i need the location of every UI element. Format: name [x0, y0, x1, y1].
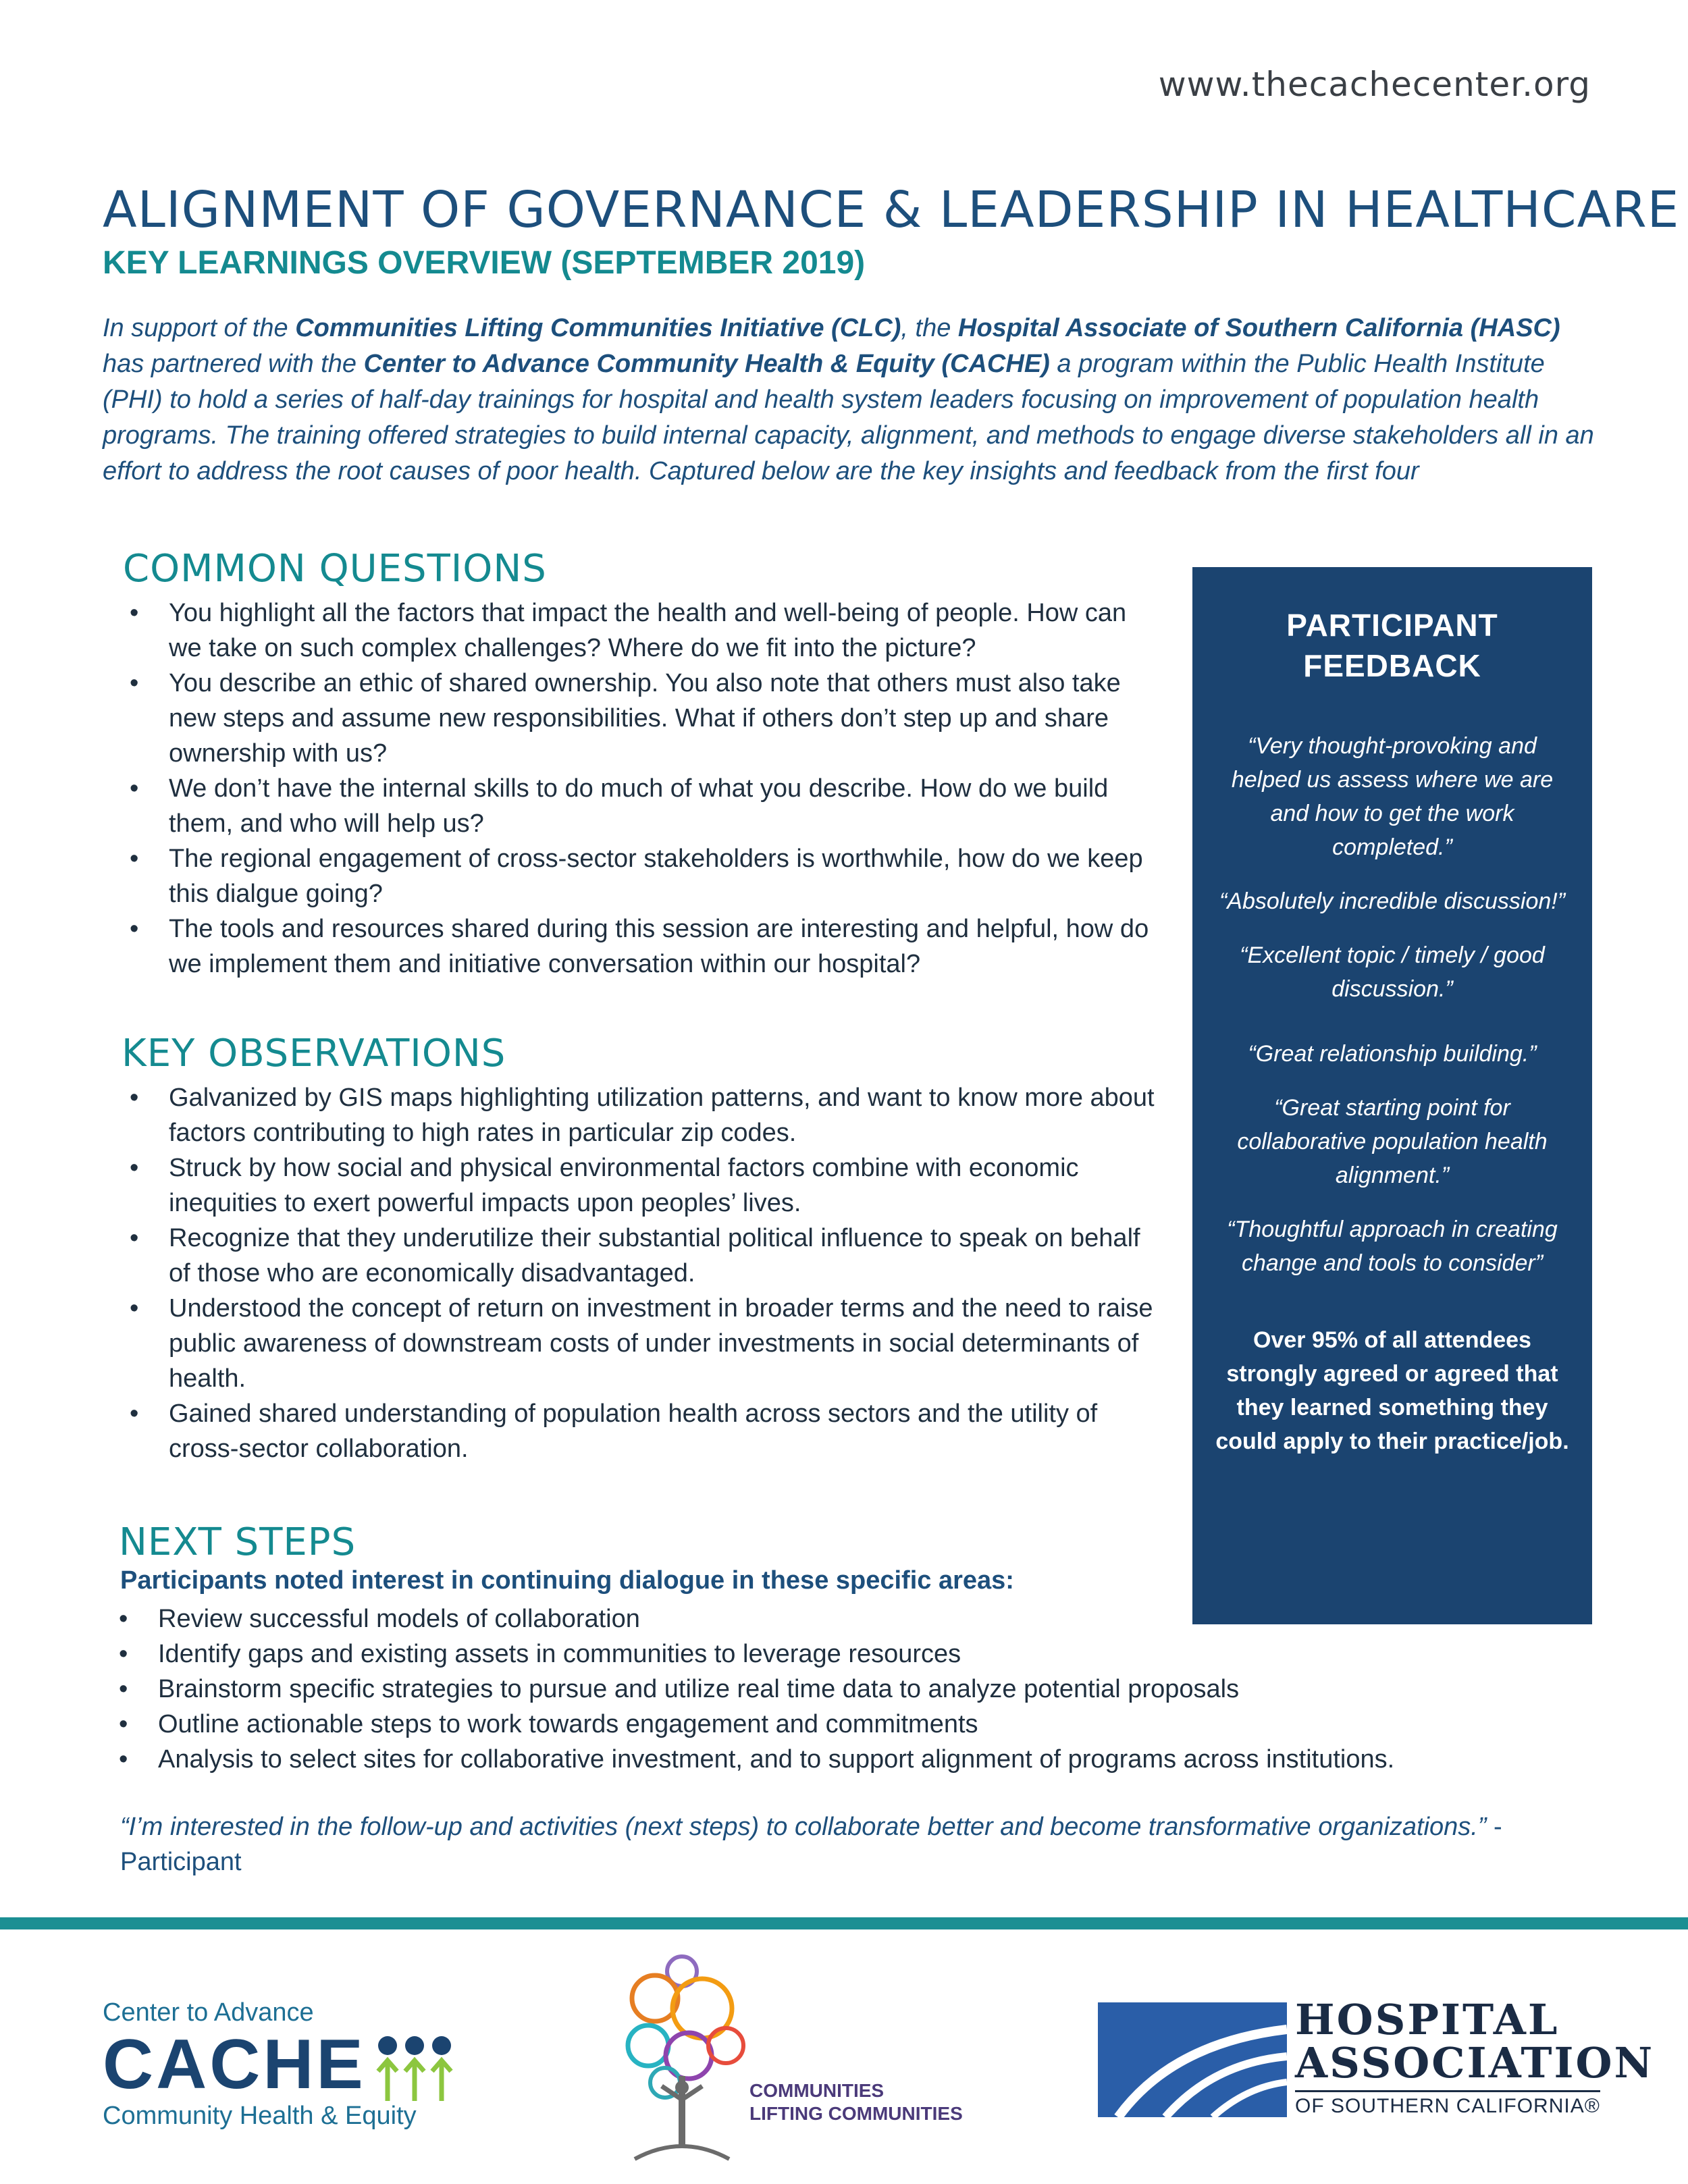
- list-item: • You describe an ethic of shared ownership. You also note that others must also take new steps and assume new responsibilities. What if others don’t step up and share ownership with us?: [124, 666, 1164, 771]
- highway-stripes-icon: [1098, 2002, 1287, 2117]
- page-subtitle: KEY LEARNINGS OVERVIEW (SEPTEMBER 2019): [103, 245, 866, 281]
- next-steps-heading: NEXT STEPS: [119, 1520, 357, 1564]
- list-item: • The tools and resources shared during this session are interesting and helpful, how do we implement them and initiative conversation within our hospital?: [124, 911, 1164, 982]
- list-item: • You highlight all the factors that impact the health and well-being of people. How can we take on such complex challenges? Where do we fit into the picture?: [124, 595, 1164, 666]
- feedback-quote: “Excellent topic / timely / good discussion.”: [1240, 942, 1545, 1002]
- next-steps-list: [113, 1601, 1599, 1777]
- feedback-quote: “Great starting point for collaborative population health alignment.”: [1237, 1095, 1548, 1188]
- participant-feedback-panel: [1192, 567, 1592, 1624]
- clc-logo-text: COMMUNITIES LIFTING COMMUNITIES: [749, 2080, 963, 2124]
- list-item: • The regional engagement of cross-sector stakeholders is worthwhile, how do we keep this dialgue going?: [124, 841, 1164, 911]
- feedback-quote: “Thoughtful approach in creating change and tools to consider”: [1227, 1217, 1558, 1276]
- participant-quote: “I’m interested in the follow-up and activities (next steps) to collaborate better and become transformative organizations.” - Participant: [120, 1813, 1502, 1876]
- hasc-logo: [1098, 1995, 1655, 2120]
- list-item: • We don’t have the internal skills to do much of what you describe. How do we build them, and who will help us?: [124, 771, 1164, 841]
- feedback-title: PARTICIPANT FEEDBACK: [1286, 608, 1498, 683]
- list-item: • Outline actionable steps to work towards engagement and commitments: [113, 1707, 1599, 1742]
- list-item: • Galvanized by GIS maps highlighting utilization patterns, and want to know more about factors contributing to high rates in particular zip codes.: [124, 1080, 1157, 1150]
- footer-divider: [0, 1917, 1688, 1929]
- feedback-quote: “Great relationship building.”: [1248, 1041, 1537, 1067]
- list-item: • Review successful models of collaboration: [113, 1601, 1599, 1636]
- feedback-quote: “Very thought-provoking and helped us assess where we are and how to get the work completed.”: [1231, 733, 1554, 860]
- feedback-quote: “Absolutely incredible discussion!”: [1219, 888, 1566, 914]
- list-item: • Brainstorm specific strategies to pursue and utilize real time data to analyze potential proposals: [113, 1672, 1599, 1707]
- cache-logo: [103, 1998, 481, 2133]
- clc-logo: [608, 1944, 1013, 2167]
- list-item: • Identify gaps and existing assets in communities to leverage resources: [113, 1636, 1599, 1672]
- list-item: • Struck by how social and physical environmental factors combine with economic inequities to exert powerful impacts upon peoples’ lives.: [124, 1150, 1157, 1221]
- cache-logo-top-text: Center to Advance: [103, 1998, 314, 2027]
- cache-logo-bottom-text: Community Health & Equity: [103, 2102, 417, 2130]
- website-url[interactable]: www.thecachecenter.org: [1158, 65, 1591, 104]
- speech-bubbles-tree-icon: [608, 1944, 756, 2167]
- key-observations-list: [124, 1080, 1157, 1466]
- common-questions-heading: COMMON QUESTIONS: [123, 547, 547, 591]
- feedback-stat: Over 95% of all attendees strongly agreed or agreed that they learned something they could apply to their practice/job.: [1215, 1327, 1569, 1454]
- people-icon: [373, 2033, 474, 2108]
- list-item: • Understood the concept of return on investment in broader terms and the need to raise public awareness of downstream costs of under investments in social determinants of health.: [124, 1291, 1157, 1396]
- key-observations-heading: KEY OBSERVATIONS: [122, 1032, 506, 1075]
- list-item: • Recognize that they underutilize their substantial political influence to speak on behalf of those who are economically disadvantaged.: [124, 1221, 1157, 1291]
- cache-logo-wordmark: CACHE: [103, 2025, 366, 2104]
- intro-paragraph: In support of the Communities Lifting Communities Initiative (CLC), the Hospital Associate of Southern California (HASC) has partnered with the Center to Advance Community Health & Equity (CACHE) a program within the Public Health Institute (PHI) to hold a series of half-day trainings for hospital and health system leaders focusing on improvement of population health programs. The training offered strategies to build internal capacity, alignment, and methods to engage diverse stakeholders all in an effort to address the root causes of poor health. Captured below are the key insights and feedback from the first four: [103, 314, 1594, 485]
- page-title: ALIGNMENT OF GOVERNANCE & LEADERSHIP IN HEALTHCARE: [103, 181, 1680, 239]
- common-questions-list: [124, 595, 1164, 982]
- list-item: • Gained shared understanding of population health across sectors and the utility of cross-sector collaboration.: [124, 1396, 1157, 1466]
- hasc-logo-subtitle: OF SOUTHERN CALIFORNIA®: [1295, 2090, 1600, 2118]
- list-item: • Analysis to select sites for collaborative investment, and to support alignment of programs across institutions.: [113, 1742, 1599, 1777]
- hasc-logo-name: HOSPITAL ASSOCIATION: [1295, 1995, 1655, 2087]
- next-steps-intro: Participants noted interest in continuing dialogue in these specific areas:: [120, 1566, 1014, 1595]
